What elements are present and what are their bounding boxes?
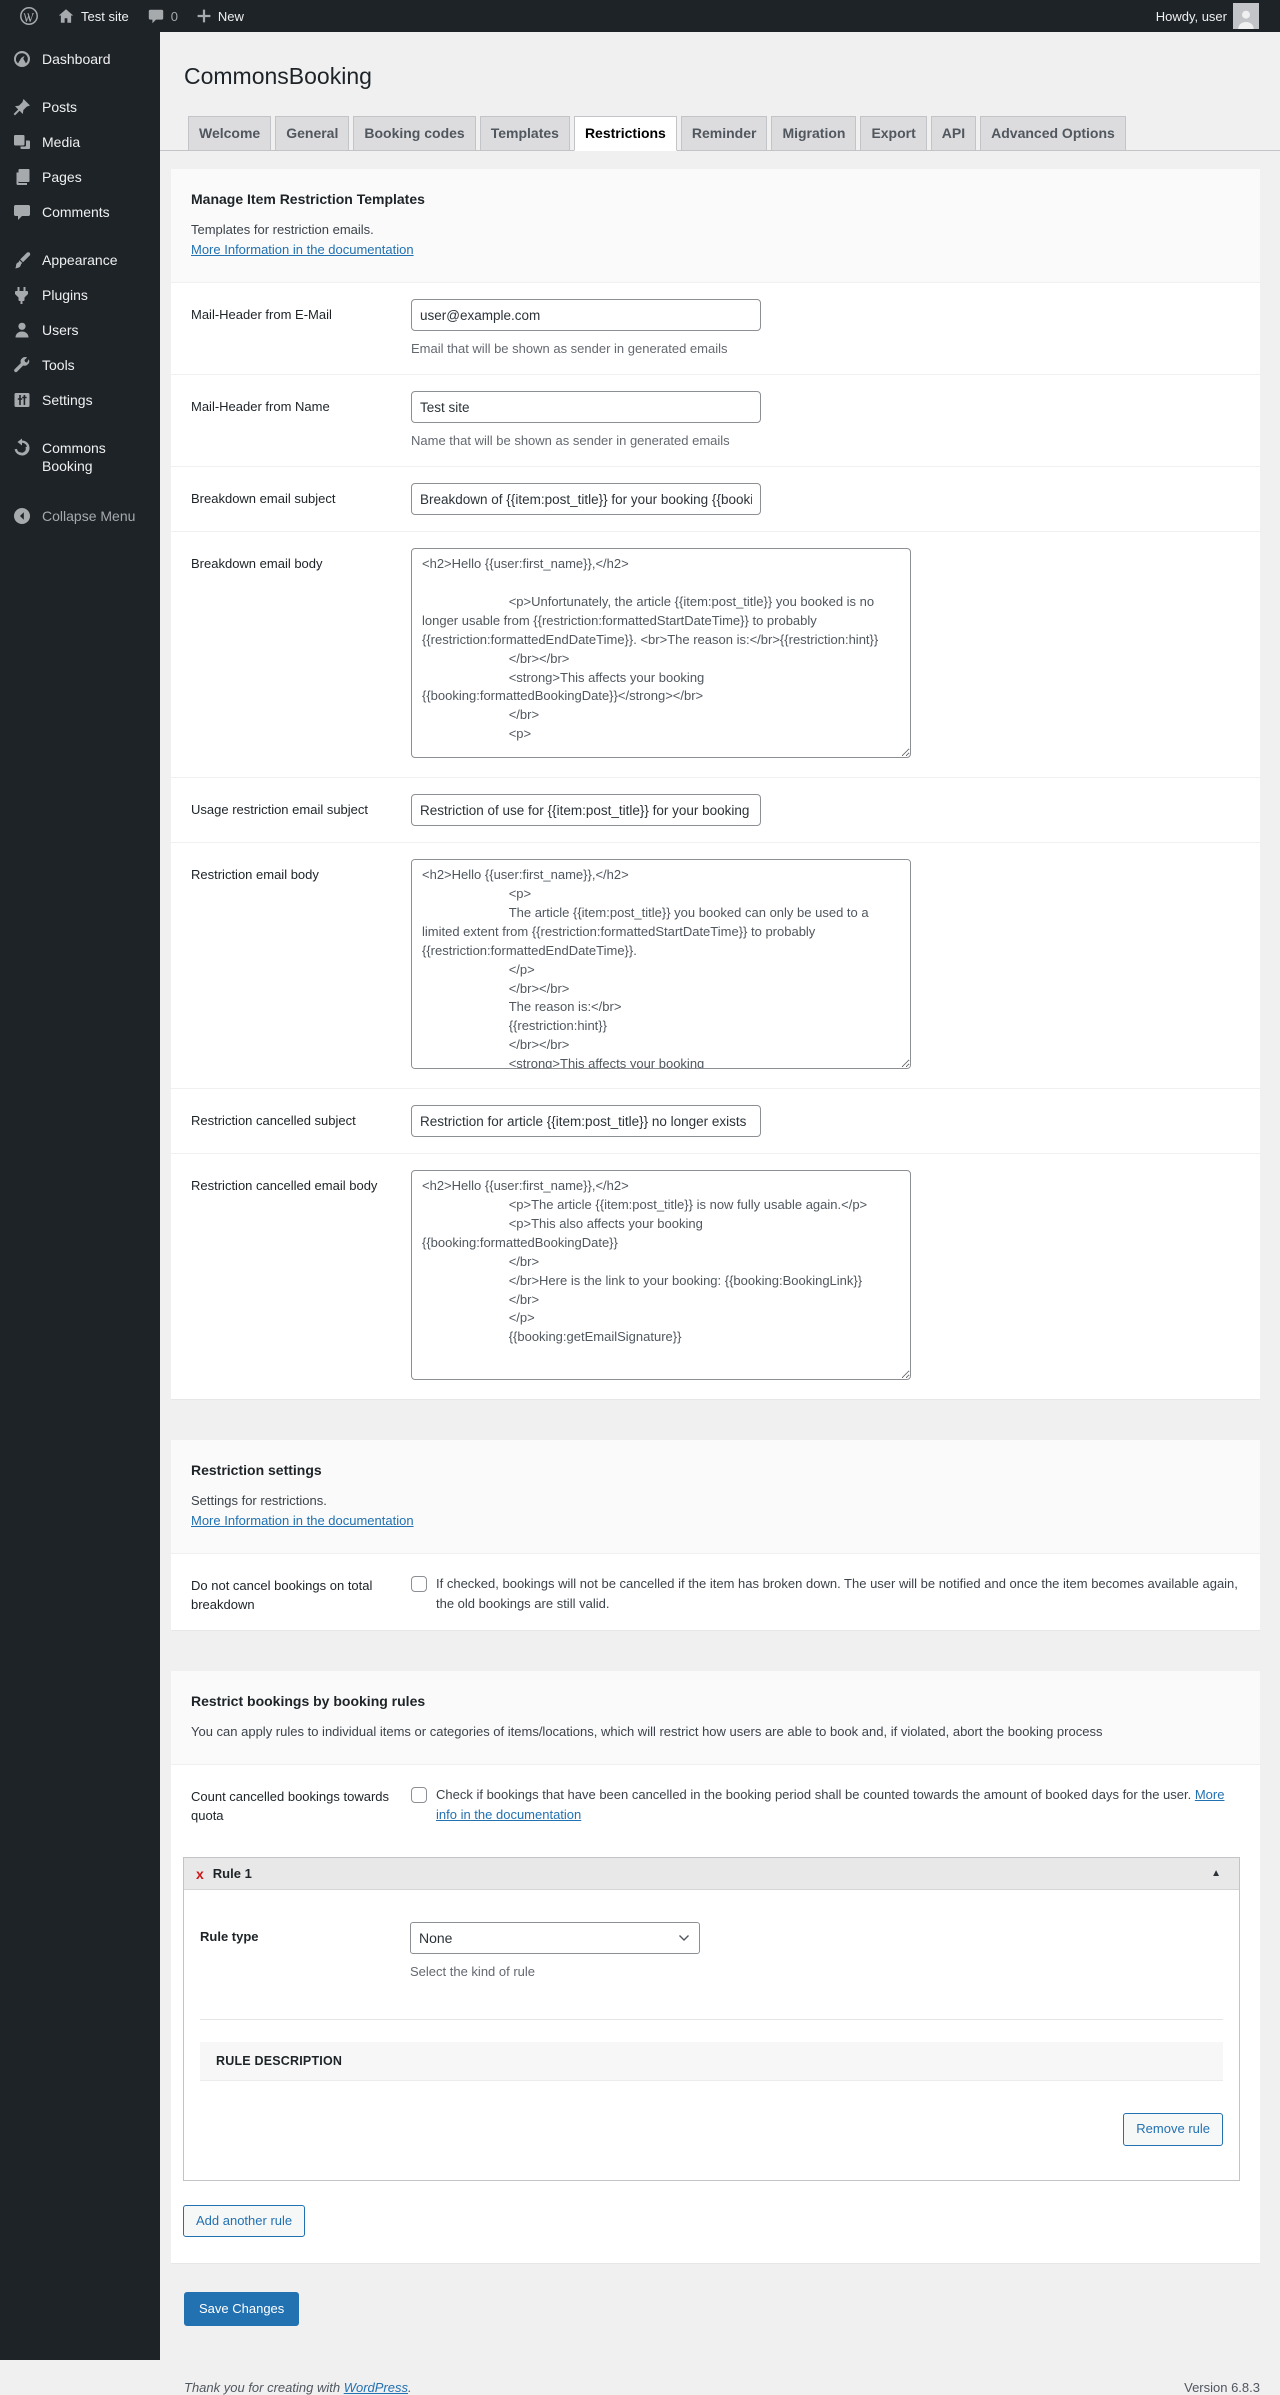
dashboard-icon <box>12 49 32 69</box>
rule-title: Rule 1 <box>212 1866 252 1882</box>
sidebar-item-posts[interactable] <box>0 90 160 125</box>
no-cancel-checkbox[interactable] <box>411 1576 427 1592</box>
sidebar-item-comments[interactable] <box>0 195 160 230</box>
sidebar-item-media[interactable] <box>0 125 160 160</box>
sidebar-item-tools[interactable] <box>0 348 160 383</box>
site-name-menu[interactable] <box>48 0 138 32</box>
mail-from-name-input[interactable] <box>411 391 761 423</box>
sidebar-item-label: Plugins <box>42 287 88 303</box>
field-row-cancelled-subject <box>171 1088 1260 1153</box>
footer-thanks-suffix: . <box>408 2380 412 2395</box>
howdy-user-menu[interactable] <box>1147 0 1268 32</box>
comments-menu[interactable] <box>138 0 187 32</box>
field-label: Restriction email body <box>191 867 319 883</box>
sidebar-item-dashboard[interactable] <box>0 42 160 77</box>
rule-type-row <box>200 1922 1223 1981</box>
booking-rules-card <box>171 1671 1260 2263</box>
restriction-body-textarea[interactable] <box>411 859 911 1069</box>
section-description: Settings for restrictions. <box>191 1493 327 1509</box>
field-label: Restriction cancelled subject <box>191 1113 356 1129</box>
admin-sidebar <box>0 32 160 2360</box>
page-title: CommonsBooking <box>184 63 372 89</box>
add-another-rule-button[interactable]: Add another rule <box>183 2205 305 2237</box>
field-label: Restriction cancelled email body <box>191 1178 378 1194</box>
restriction-settings-card <box>171 1440 1260 1631</box>
sidebar-item-label: Tools <box>42 357 75 373</box>
section-title: Restriction settings <box>191 1462 322 1479</box>
sidebar-item-label: Users <box>42 322 79 338</box>
templates-section-header <box>171 169 1260 282</box>
new-content-menu[interactable] <box>187 0 253 32</box>
admin-footer <box>184 2380 1260 2395</box>
field-row-usage-subject <box>171 777 1260 842</box>
settings-icon <box>12 390 32 410</box>
field-label: Count cancelled bookings towards quota <box>191 1789 390 1824</box>
wrench-icon <box>12 355 32 375</box>
wordpress-logo-icon[interactable] <box>10 0 48 32</box>
usage-subject-input[interactable] <box>411 794 761 826</box>
field-row-breakdown-subject <box>171 466 1260 531</box>
tab-welcome[interactable]: Welcome <box>188 116 271 152</box>
tab-booking-codes[interactable]: Booking codes <box>353 116 475 152</box>
field-label: Mail-Header from E-Mail <box>191 307 332 323</box>
collapse-menu-button[interactable] <box>0 499 160 534</box>
footer-thanks-prefix: Thank you for creating with <box>184 2380 344 2395</box>
field-description: Name that will be shown as sender in generated emails <box>411 433 730 449</box>
more-info-link[interactable]: More info in the documentation <box>436 1787 1225 1823</box>
sidebar-item-label: Pages <box>42 169 82 185</box>
paintbrush-icon <box>12 250 32 270</box>
field-label: Breakdown email subject <box>191 491 336 507</box>
tab-api[interactable]: API <box>931 116 976 152</box>
section-title: Manage Item Restriction Templates <box>191 191 425 208</box>
tab-restrictions[interactable]: Restrictions <box>574 116 677 152</box>
sidebar-item-label: Appearance <box>42 252 118 268</box>
rule-1-header[interactable] <box>184 1858 1239 1890</box>
collapse-arrow-icon <box>12 506 32 526</box>
booking-rules-header <box>171 1671 1260 1764</box>
wordpress-logo-icon <box>19 6 39 26</box>
restriction-settings-header <box>171 1440 1260 1553</box>
documentation-link[interactable]: More Information in the documentation <box>191 242 414 258</box>
commons-booking-icon <box>12 438 32 458</box>
footer-thanks <box>184 2380 412 2395</box>
sidebar-item-label: Settings <box>42 392 93 408</box>
sidebar-item-label: Dashboard <box>42 51 111 67</box>
main-content <box>160 32 1280 2395</box>
tab-templates[interactable]: Templates <box>480 116 570 152</box>
admin-menu <box>0 42 160 534</box>
pushpin-icon <box>12 97 32 117</box>
field-row-cancelled-body <box>171 1153 1260 1399</box>
rule-type-selected-value: None <box>419 1930 453 1947</box>
footer-version: Version 6.8.3 <box>1184 2380 1260 2395</box>
rule-type-description: Select the kind of rule <box>410 1964 536 1980</box>
howdy-label: Howdy, user <box>1155 8 1227 24</box>
section-description: You can apply rules to individual items or categories of items/locations, which will restrict how users are able to book and, if violated, abort the booking process <box>191 1724 1103 1740</box>
field-label: Do not cancel bookings on total breakdown <box>191 1578 373 1613</box>
home-icon <box>57 7 75 25</box>
sidebar-item-plugins[interactable] <box>0 278 160 313</box>
plugin-icon <box>12 285 32 305</box>
tab-export[interactable]: Export <box>860 116 926 152</box>
sidebar-item-commons-booking[interactable] <box>0 431 160 483</box>
rule-divider <box>200 2019 1223 2020</box>
rule-type-label: Rule type <box>200 1929 259 1945</box>
rule-description-header: RULE DESCRIPTION <box>200 2042 1223 2081</box>
remove-rule-x-icon[interactable]: x <box>196 1865 204 1882</box>
plus-icon <box>196 8 212 24</box>
field-row-mail-from-name <box>171 374 1260 466</box>
pages-icon <box>12 167 32 187</box>
cancelled-subject-input[interactable] <box>411 1105 761 1137</box>
person-icon <box>1235 7 1257 29</box>
sidebar-item-users[interactable] <box>0 313 160 348</box>
user-icon <box>12 320 32 340</box>
new-label: New <box>217 8 244 24</box>
remove-rule-button[interactable]: Remove rule <box>1123 2113 1223 2145</box>
field-row-count-cancelled <box>171 1764 1260 1841</box>
sidebar-item-settings[interactable] <box>0 383 160 418</box>
field-row-breakdown-body <box>171 531 1260 777</box>
field-label: Usage restriction email subject <box>191 802 369 818</box>
documentation-link[interactable]: More Information in the documentation <box>191 1513 414 1529</box>
tab-migration[interactable]: Migration <box>771 116 856 152</box>
checkbox-text-wrap <box>436 1785 1240 1825</box>
count-cancelled-checkbox-label <box>411 1781 1240 1825</box>
rule-type-select[interactable] <box>410 1922 700 1954</box>
mail-from-email-input[interactable] <box>411 299 761 331</box>
field-row-no-cancel-breakdown <box>171 1553 1260 1630</box>
comments-count: 0 <box>170 8 178 24</box>
sidebar-item-label: Posts <box>42 99 78 115</box>
wordpress-link[interactable]: WordPress <box>343 2380 408 2395</box>
collapse-rule-arrow-icon[interactable]: ▲ <box>1205 1867 1227 1880</box>
count-cancelled-checkbox[interactable] <box>411 1787 427 1803</box>
section-title: Restrict bookings by booking rules <box>191 1693 426 1710</box>
sidebar-item-pages[interactable] <box>0 160 160 195</box>
tab-reminder[interactable]: Reminder <box>681 116 768 152</box>
checkbox-text: Check if bookings that have been cancelled in the booking period shall be counted towards the amount of booked days for the user. <box>436 1787 1192 1803</box>
checkbox-text: If checked, bookings will not be cancelled if the item has broken down. The user will be notified and once the item becomes available again, the old bookings are still valid. <box>436 1576 1238 1612</box>
field-label: Mail-Header from Name <box>191 399 330 415</box>
breakdown-body-textarea[interactable] <box>411 548 911 758</box>
sidebar-item-label: Media <box>42 134 81 150</box>
cancelled-body-textarea[interactable] <box>411 1170 911 1380</box>
no-cancel-checkbox-label <box>411 1570 1240 1614</box>
admin-bar <box>0 0 1280 32</box>
sidebar-item-appearance[interactable] <box>0 243 160 278</box>
sidebar-item-label: Commons Booking <box>42 440 106 474</box>
comments-icon <box>12 202 32 222</box>
breakdown-subject-input[interactable] <box>411 483 761 515</box>
field-row-mail-from-email <box>171 282 1260 374</box>
field-description: Email that will be shown as sender in generated emails <box>411 341 728 357</box>
rule-1-body <box>184 1890 1239 2179</box>
field-row-restriction-body <box>171 842 1260 1088</box>
collapse-menu-label: Collapse Menu <box>42 508 136 524</box>
sidebar-item-label: Comments <box>42 204 110 220</box>
settings-tab-bar <box>160 116 1280 152</box>
user-avatar <box>1233 3 1259 29</box>
tab-general[interactable]: General <box>275 116 349 152</box>
field-label: Breakdown email body <box>191 556 323 572</box>
comment-bubble-icon <box>147 7 165 25</box>
save-changes-button[interactable]: Save Changes <box>184 2292 299 2326</box>
media-icon <box>12 132 32 152</box>
tab-advanced-options[interactable]: Advanced Options <box>980 116 1126 152</box>
section-description: Templates for restriction emails. <box>191 222 374 238</box>
site-name-label: Test site <box>81 8 129 24</box>
templates-section-card <box>171 169 1260 1400</box>
rule-1-panel <box>183 1857 1240 2180</box>
